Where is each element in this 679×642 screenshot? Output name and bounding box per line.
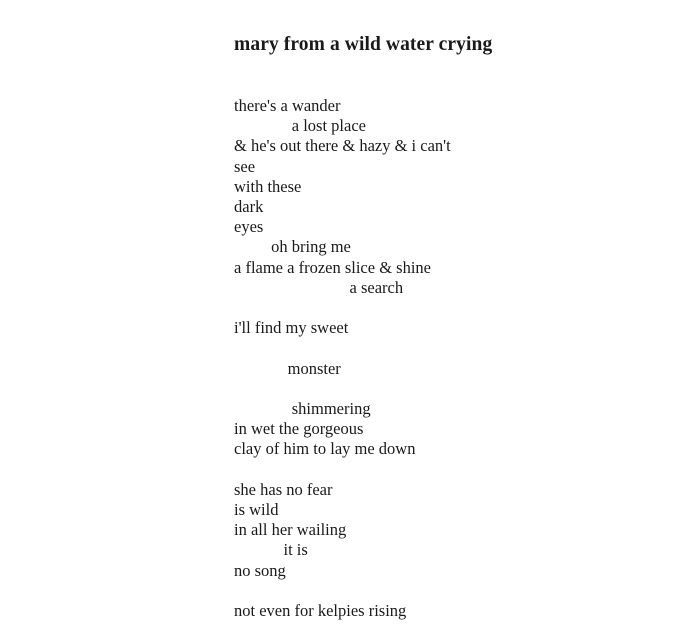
poem-line: monster — [234, 358, 341, 378]
poem-line: shimmering — [234, 399, 371, 418]
poem-line: eyes — [234, 217, 264, 237]
poem-line: see — [234, 156, 256, 176]
poem-line: it is — [234, 540, 308, 560]
poem-line-blank — [234, 581, 664, 601]
poem-line: & he's out there & hazy & i can't — [234, 136, 451, 156]
poem-line: a flame a frozen slice & shine — [234, 257, 431, 277]
poem-line: no song — [234, 560, 286, 580]
poem-line: oh bring me — [234, 237, 351, 257]
poem-line: with these — [234, 176, 302, 196]
poem-line: a search — [234, 277, 404, 297]
poem-line-blank — [234, 379, 664, 399]
poem-line: i'll find my sweet — [234, 318, 349, 338]
poem-line: dark — [234, 197, 264, 217]
poem-line: not even for kelpies rising — [234, 601, 407, 620]
poem-line: she has no fear — [234, 479, 333, 499]
poem-line-blank — [234, 460, 664, 480]
poem-line: there's a wander — [234, 96, 341, 115]
poem-line-blank — [234, 298, 664, 318]
poem-line: clay of him to lay me down — [234, 439, 416, 459]
page-title: mary from a wild water crying — [234, 34, 493, 56]
poem-line-blank — [234, 338, 664, 358]
poem-line: in all her wailing — [234, 520, 347, 540]
poem-line: in wet the gorgeous — [234, 419, 364, 439]
poem-line: a lost place — [234, 116, 366, 136]
poem-line: is wild — [234, 500, 279, 519]
poem-body — [234, 96, 664, 621]
